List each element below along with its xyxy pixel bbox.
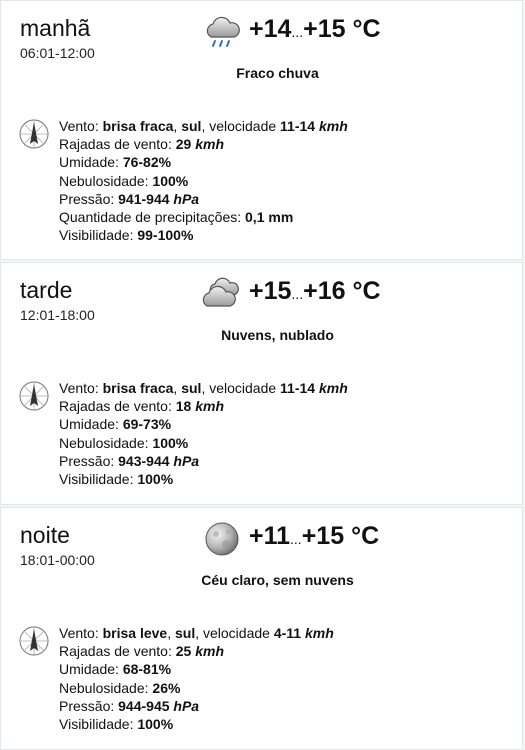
wind-row: Vento: brisa fraca, sul, velocidade 11-14 kmh: [59, 118, 348, 134]
weather-description: Nuvens, nublado: [221, 327, 334, 343]
wind-direction-compass-icon: [17, 379, 51, 413]
weather-description: Céu claro, sem nuvens: [201, 572, 354, 588]
gusts-row: Rajadas de vento: 25 kmh: [59, 643, 225, 660]
cloud-row: Nebulosidade: 26%: [59, 679, 181, 696]
temperature-range: +11...+15 °C: [249, 522, 380, 550]
forecast-card-afternoon: [0, 262, 523, 505]
wind-direction-compass-icon: [17, 117, 51, 151]
moon-icon: [201, 518, 243, 560]
period-name: manhã: [20, 15, 91, 41]
period-time: 06:01-12:00: [20, 45, 95, 61]
visibility-row: Visibilidade: 99-100%: [59, 227, 194, 244]
temperature-range: +15...+16 °C: [249, 277, 381, 305]
visibility-row: Visibilidade: 100%: [59, 716, 174, 733]
forecast-card-night: [0, 507, 523, 750]
wind-row: Vento: brisa leve, sul, velocidade 4-11 kmh: [59, 625, 334, 641]
period-time: 18:01-00:00: [20, 552, 95, 568]
gusts-row: Rajadas de vento: 29 kmh: [59, 136, 225, 153]
humidity-row: Umidade: 76-82%: [59, 154, 172, 171]
visibility-row: Visibilidade: 100%: [59, 471, 174, 488]
rain-cloud-icon: [201, 11, 243, 53]
weather-details: [59, 379, 348, 488]
cloud-row: Nebulosidade: 100%: [59, 434, 189, 451]
gusts-row: Rajadas de vento: 18 kmh: [59, 398, 225, 415]
period-name: tarde: [20, 277, 73, 303]
pressure-row: Pressão: 943-944 hPa: [59, 452, 200, 469]
wind-row: Vento: brisa fraca, sul, velocidade 11-14 kmh: [59, 380, 348, 396]
temperature-range: +14...+15 °C: [249, 15, 381, 43]
period-time: 12:01-18:00: [20, 307, 95, 323]
weather-details: [59, 117, 348, 244]
humidity-row: Umidade: 69-73%: [59, 416, 172, 433]
humidity-row: Umidade: 68-81%: [59, 661, 172, 678]
pressure-row: Pressão: 941-944 hPa: [59, 190, 200, 207]
weather-details: [59, 624, 334, 733]
cloud-row: Nebulosidade: 100%: [59, 172, 189, 189]
precipitation-row: Quantidade de precipitações: 0,1 mm: [59, 209, 294, 226]
period-name: noite: [20, 522, 70, 548]
overcast-cloud-icon: [201, 273, 243, 315]
pressure-row: Pressão: 944-945 hPa: [59, 697, 200, 714]
weather-description: Fraco chuva: [236, 65, 319, 81]
forecast-card-morning: [0, 0, 523, 260]
wind-direction-compass-icon: [17, 624, 51, 658]
